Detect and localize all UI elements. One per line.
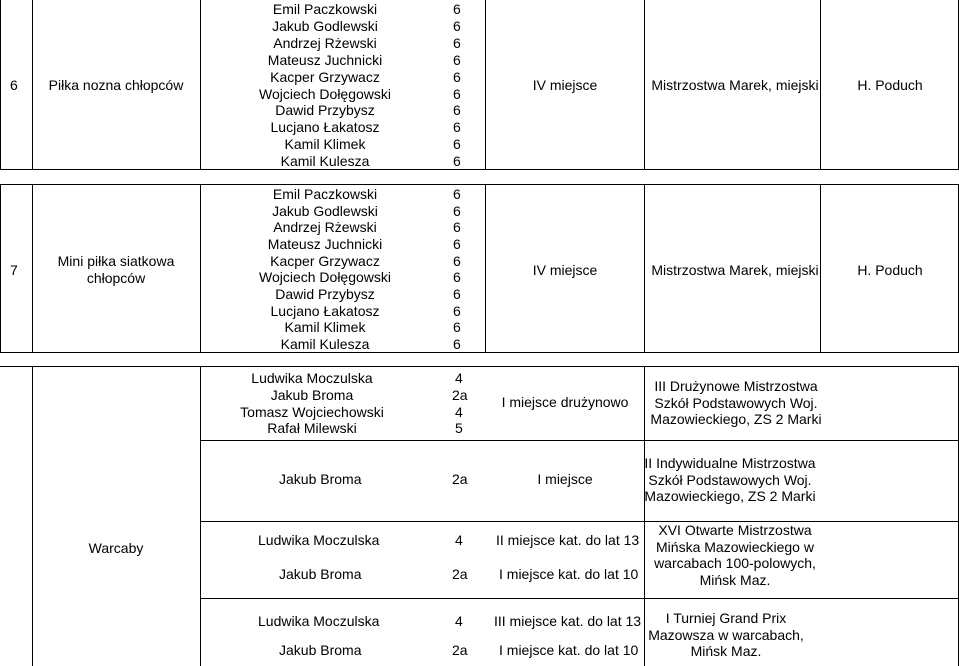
competition-label: XVI Otwarte Mistrzostwa Mińska Mazowieckiego w warcabach 100-polowych, Mińsk Maz. xyxy=(654,522,816,588)
player-name: Jakub Broma xyxy=(279,642,362,658)
row-divider xyxy=(0,366,959,367)
place-label: I miejsce kat. do lat 10 xyxy=(499,566,639,582)
player-name: Emil Paczkowski xyxy=(272,1,378,17)
place-label: I miejsce xyxy=(537,471,593,487)
player-class: 6 xyxy=(453,303,461,319)
player-name: Kacper Grzywacz xyxy=(270,253,380,269)
player-class: 6 xyxy=(453,52,461,68)
col-border xyxy=(32,0,33,169)
player-name: Mateusz Juchnicki xyxy=(267,236,383,252)
place-label: II miejsce kat. do lat 13 xyxy=(496,532,640,548)
player-name: Andrzej Rżewski xyxy=(273,219,377,235)
player-class: 2a xyxy=(452,471,468,487)
competition-label: I Turniej Grand Prix Mazowsza w warcabach, Mińsk Maz. xyxy=(648,610,804,659)
player-class: 5 xyxy=(455,420,463,436)
col-border xyxy=(820,184,821,352)
player-name: Kacper Grzywacz xyxy=(270,69,380,85)
player-name: Kamil Klimek xyxy=(284,136,366,152)
player-name: Emil Paczkowski xyxy=(272,186,378,202)
col-border xyxy=(200,184,201,352)
player-class: 4 xyxy=(455,370,463,386)
place-label: III miejsce kat. do lat 13 xyxy=(494,613,642,629)
player-name: Ludwika Moczulska xyxy=(258,613,380,629)
place-label: I miejsce drużynowo xyxy=(501,394,629,410)
player-class: 6 xyxy=(453,153,461,169)
col-border xyxy=(0,184,1,352)
player-class: 6 xyxy=(453,35,461,51)
player-class: 6 xyxy=(453,236,461,252)
col-border xyxy=(32,366,33,666)
col-border xyxy=(200,0,201,169)
col-border xyxy=(200,366,201,666)
competition-label: II Indywidualne Mistrzostwa Szkół Podstawowych Woj. Mazowieckiego, ZS 2 Marki xyxy=(644,455,816,504)
section-divider xyxy=(200,521,959,522)
player-class: 6 xyxy=(453,319,461,335)
col-border xyxy=(485,0,486,169)
row-number: 6 xyxy=(10,77,18,93)
player-class: 6 xyxy=(453,69,461,85)
row-divider xyxy=(0,352,959,353)
player-name: Rafał Milewski xyxy=(267,420,357,436)
section-divider xyxy=(200,440,959,441)
player-class: 6 xyxy=(453,1,461,17)
competition-label: III Drużynowe Mistrzostwa Szkół Podstawowych Woj. Mazowieckiego, ZS 2 Marki xyxy=(650,378,822,427)
player-class: 6 xyxy=(453,253,461,269)
player-class: 4 xyxy=(455,532,463,548)
place-label: IV miejsce xyxy=(532,77,598,93)
player-class: 6 xyxy=(453,102,461,118)
player-class: 6 xyxy=(453,203,461,219)
discipline-label: chłopców xyxy=(86,270,146,286)
col-border xyxy=(485,184,486,352)
player-class: 6 xyxy=(453,286,461,302)
player-class: 4 xyxy=(455,613,463,629)
teacher-label: H. Poduch xyxy=(857,262,923,278)
competition-label: Mistrzostwa Marek, miejski xyxy=(651,262,819,278)
player-class: 6 xyxy=(453,119,461,135)
player-name: Ludwika Moczulska xyxy=(258,532,380,548)
player-name: Lucjano Łakatosz xyxy=(270,303,380,319)
player-class: 6 xyxy=(453,136,461,152)
player-name: Jakub Godlewski xyxy=(272,203,378,219)
player-class: 6 xyxy=(453,18,461,34)
player-class: 6 xyxy=(453,336,461,352)
discipline-label: Piłka nozna chłopców xyxy=(48,77,184,93)
player-class: 2a xyxy=(452,642,468,658)
player-name: Wojciech Dołęgowski xyxy=(258,86,392,102)
player-name: Kamil Kulesza xyxy=(280,336,370,352)
player-class: 2a xyxy=(452,566,468,582)
place-label: IV miejsce xyxy=(532,262,598,278)
player-class: 6 xyxy=(453,269,461,285)
row-divider xyxy=(0,184,959,185)
discipline-label: Warcaby xyxy=(88,540,144,556)
player-name: Ludwika Moczulska xyxy=(251,370,373,386)
player-class: 6 xyxy=(453,219,461,235)
player-name: Jakub Broma xyxy=(279,471,362,487)
col-border xyxy=(32,184,33,352)
competition-label: Mistrzostwa Marek, miejski xyxy=(651,77,819,93)
row-divider xyxy=(0,169,959,170)
col-border xyxy=(0,0,1,169)
player-name: Jakub Godlewski xyxy=(272,18,378,34)
col-border xyxy=(820,0,821,169)
row-number: 7 xyxy=(10,262,18,278)
player-name: Andrzej Rżewski xyxy=(273,35,377,51)
player-name: Wojciech Dołęgowski xyxy=(258,269,392,285)
player-class: 2a xyxy=(452,387,468,403)
col-border xyxy=(644,184,645,352)
player-name: Jakub Broma xyxy=(279,566,362,582)
player-name: Lucjano Łakatosz xyxy=(270,119,380,135)
player-name: Kamil Kulesza xyxy=(280,153,370,169)
player-name: Kamil Klimek xyxy=(284,319,366,335)
teacher-label: H. Poduch xyxy=(857,77,923,93)
player-name: Dawid Przybysz xyxy=(275,102,375,118)
player-name: Mateusz Juchnicki xyxy=(267,52,383,68)
player-class: 4 xyxy=(455,404,463,420)
player-name: Tomasz Wojciechowski xyxy=(240,404,384,420)
player-name: Jakub Broma xyxy=(270,387,354,403)
discipline-label: Mini piłka siatkowa xyxy=(57,253,175,269)
player-class: 6 xyxy=(453,86,461,102)
section-divider xyxy=(200,598,959,599)
col-border xyxy=(644,0,645,169)
player-name: Dawid Przybysz xyxy=(275,286,375,302)
place-label: I miejsce kat. do lat 10 xyxy=(499,642,639,658)
player-class: 6 xyxy=(453,186,461,202)
